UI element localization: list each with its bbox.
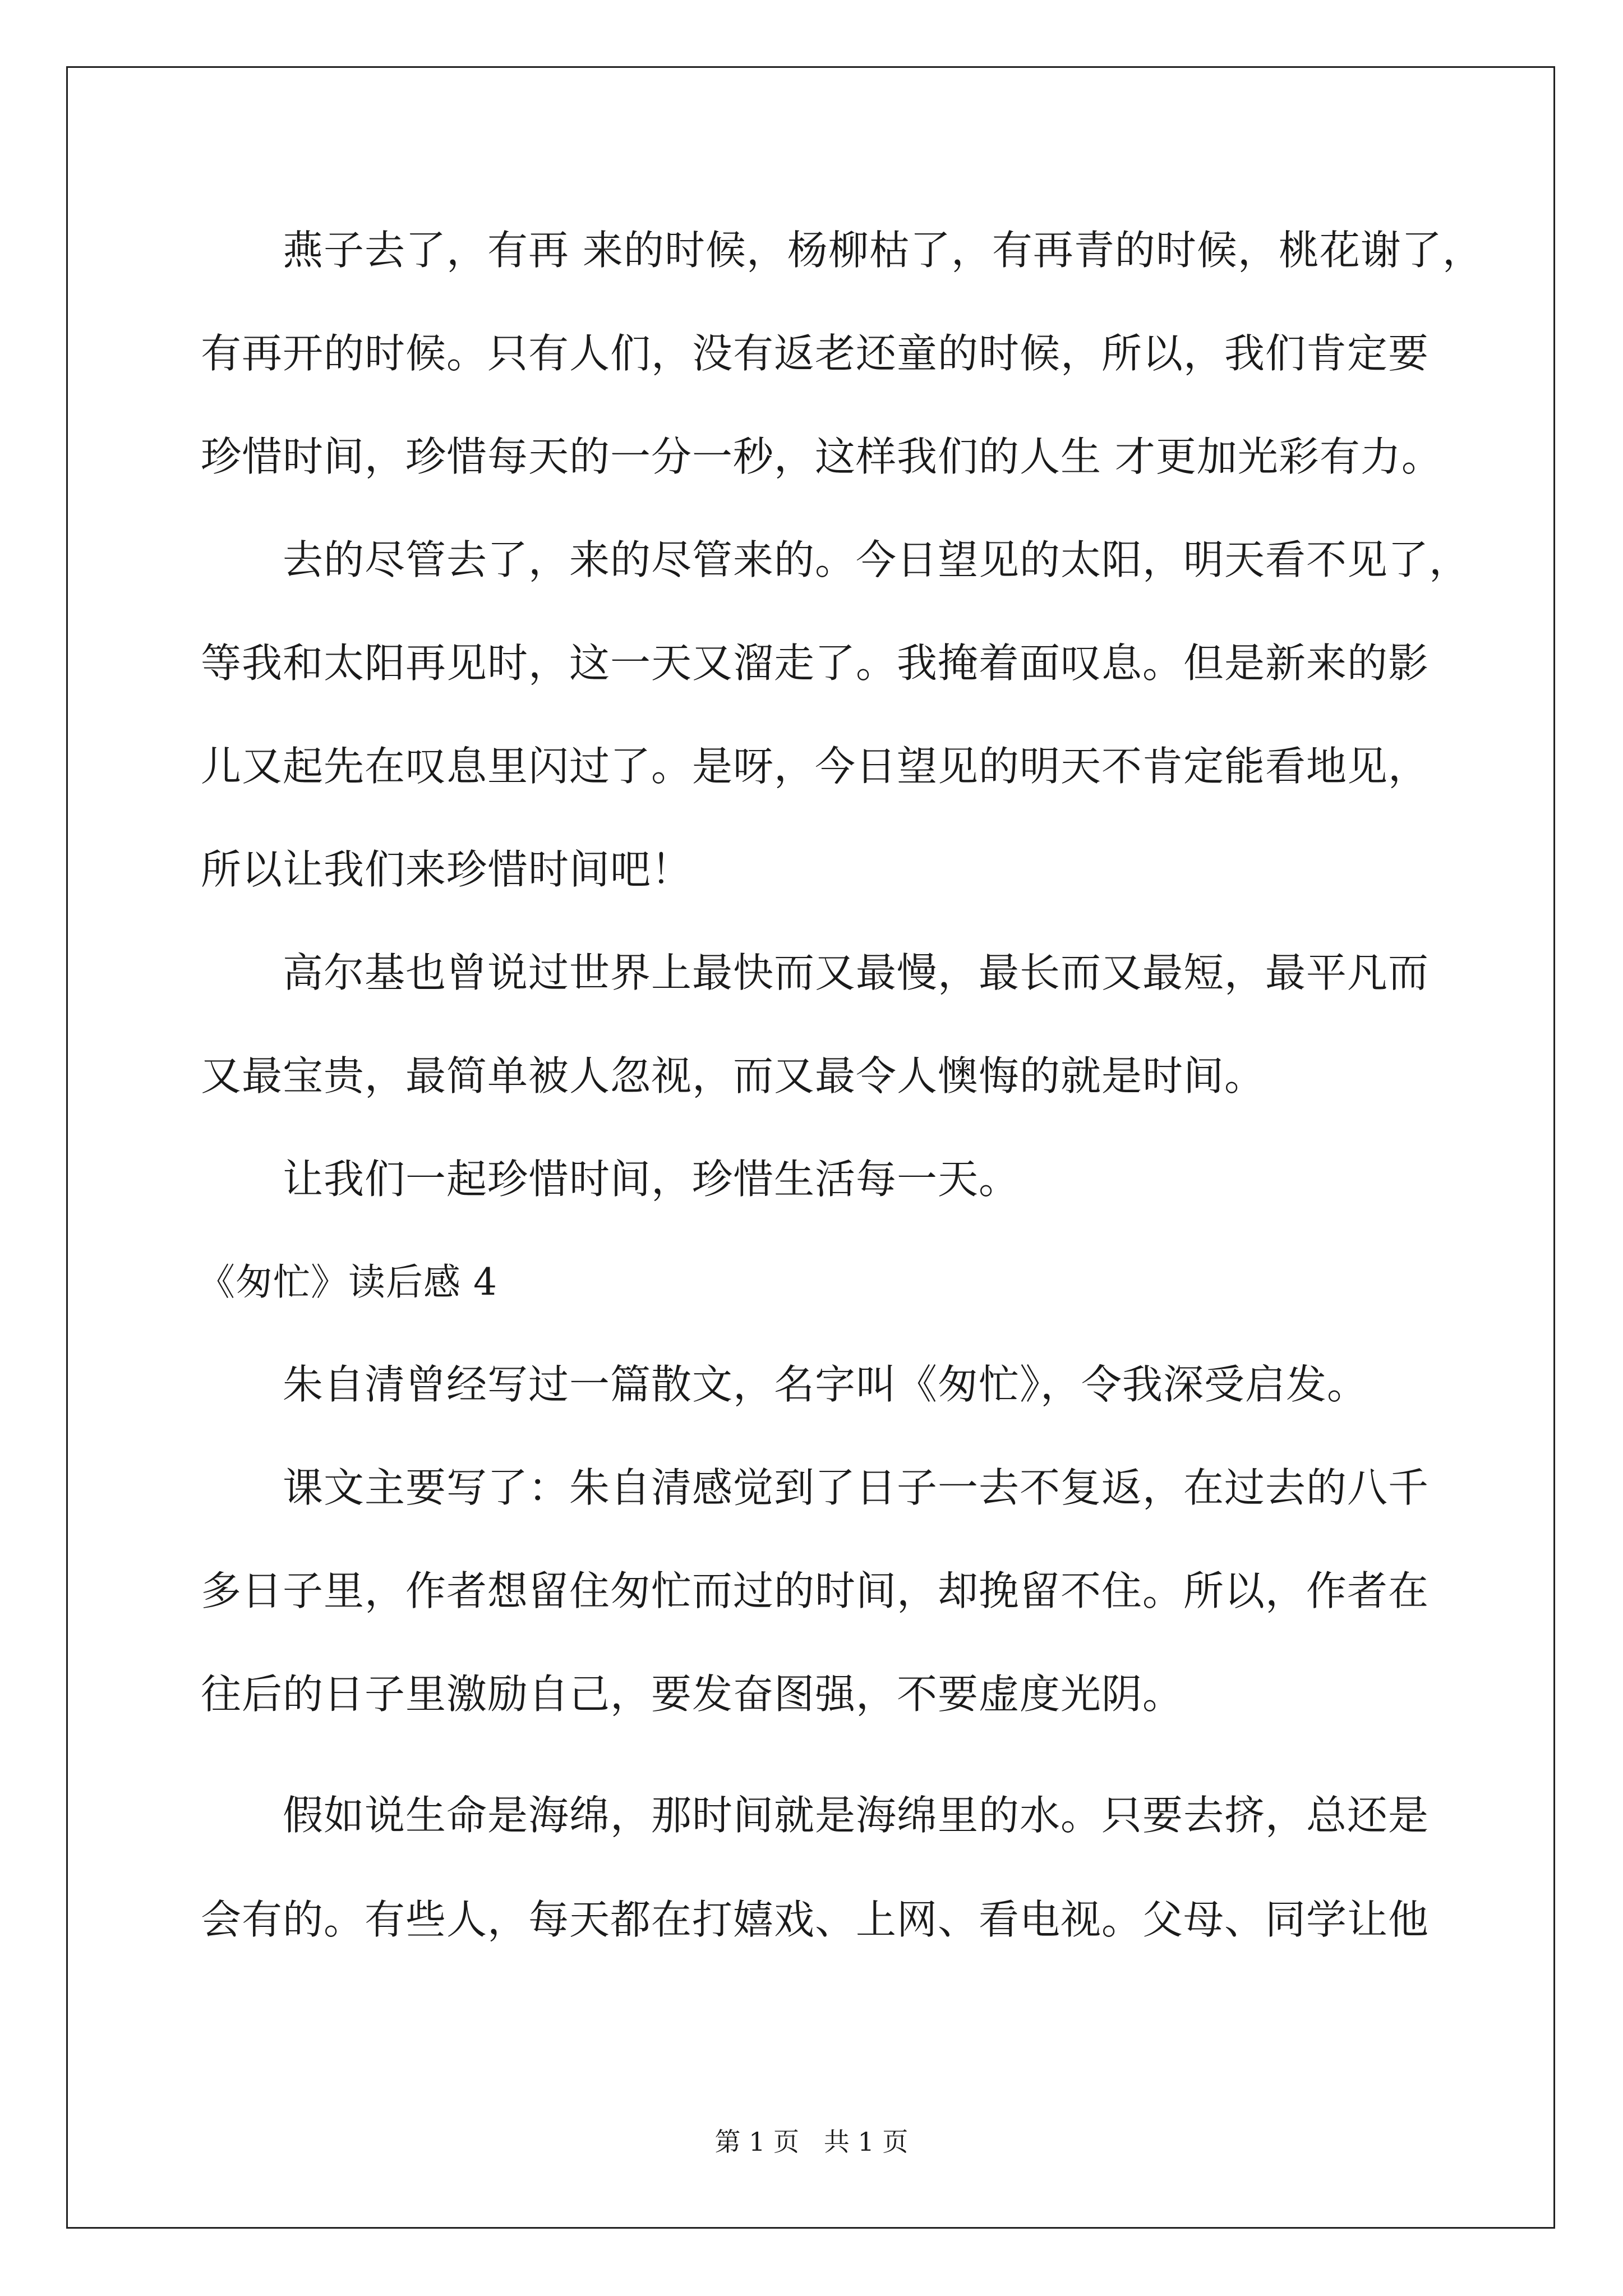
paragraph-3-line-1: 高尔基也曾说过世界上最快而又最慢，最长而又最短，最平凡而 bbox=[283, 949, 1430, 996]
paragraph-3-line-2: 又最宝贵，最简单被人忽视，而又最令人懊悔的就是时间。 bbox=[201, 1052, 1266, 1099]
section-paragraph-1-line-1: 朱自清曾经写过一篇散文，名字叫《匆忙》，令我深受启发。 bbox=[283, 1361, 1368, 1408]
section-paragraph-2-line-2: 多日子里，作者想留住匆忙而过的时间，却挽留不住。所以，作者在 bbox=[201, 1567, 1430, 1614]
section-paragraph-2-line-1: 课文主要写了：朱自清感觉到了日子一去不复返，在过去的八千 bbox=[283, 1464, 1430, 1511]
paragraph-4-line-1: 让我们一起珍惜时间，珍惜生活每一天。 bbox=[283, 1156, 1020, 1203]
paragraph-1-line-3: 珍惜时间，珍惜每天的一分一秒，这样我们的人生 才更加光彩有力。 bbox=[201, 433, 1442, 480]
section-paragraph-3-line-2: 会有的。有些人，每天都在打嬉戏、上网、看电视。父母、同学让他 bbox=[201, 1896, 1430, 1943]
paragraph-2-line-4: 所以让我们来珍惜时间吧！ bbox=[201, 846, 693, 893]
page-number-footer: 第 1 页 共 1 页 bbox=[714, 2127, 909, 2157]
paragraph-2-line-3: 儿又起先在叹息里闪过了。是呀，今日望见的明天不肯定能看地见， bbox=[201, 743, 1430, 790]
section-heading: 《匆忙》读后感 4 bbox=[198, 1260, 497, 1304]
section-paragraph-3-line-1: 假如说生命是海绵，那时间就是海绵里的水。只要去挤，总还是 bbox=[283, 1792, 1430, 1839]
paragraph-2-line-1: 去的尽管去了，来的尽管来的。今日望见的太阳，明天看不见了， bbox=[283, 536, 1470, 583]
section-paragraph-2-line-3: 往后的日子里激励自己，要发奋图强，不要虚度光阴。 bbox=[201, 1671, 1184, 1718]
paragraph-1-line-1: 燕子去了，有再 来的时候，杨柳枯了，有再青的时候，桃花谢了， bbox=[283, 227, 1483, 274]
paragraph-1-line-2: 有再开的时候。只有人们，没有返老还童的时候，所以，我们肯定要 bbox=[201, 330, 1430, 377]
paragraph-2-line-2: 等我和太阳再见时，这一天又溜走了。我掩着面叹息。但是新来的影 bbox=[201, 639, 1430, 687]
